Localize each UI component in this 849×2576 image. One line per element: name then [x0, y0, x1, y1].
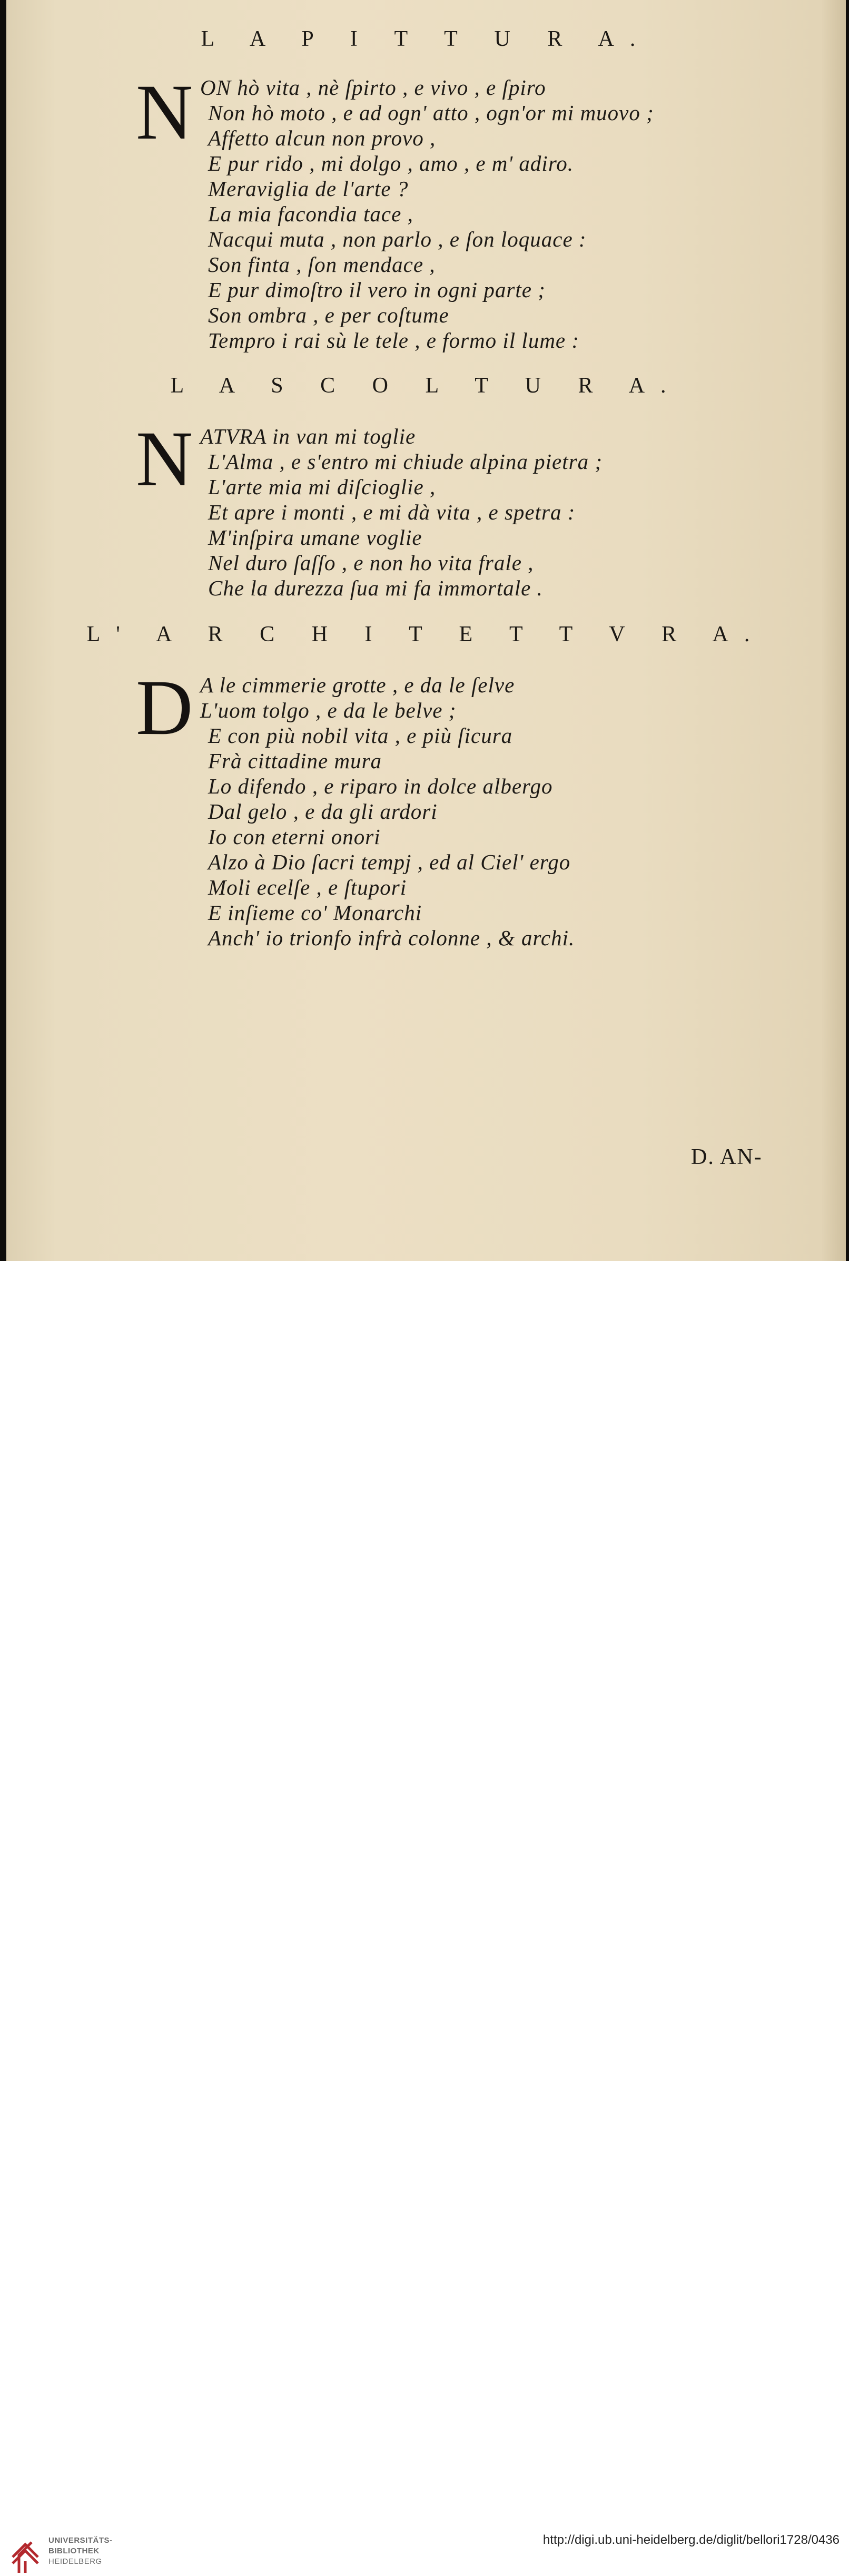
verse-line: Meraviglia de l'arte ?: [208, 177, 409, 201]
heading-la-pittura: L A P I T T U R A.: [201, 27, 651, 51]
dropcap-n: N: [136, 415, 193, 503]
viewer-footer: [0, 1261, 849, 2566]
verse-line: L'uom tolgo , e da le belve ;: [200, 698, 457, 722]
verse-line: Che la durezza ſua mi fa immortale .: [208, 576, 543, 600]
library-name-line-1: UNIVERSITÄTS-: [48, 2536, 113, 2545]
verse-line: Lo difendo , e riparo in dolce albergo: [208, 774, 553, 798]
book-page: [6, 0, 846, 1261]
verse-line: Son ombra , e per coſtume: [208, 303, 449, 327]
library-logo-icon[interactable]: [9, 2532, 41, 2576]
heading-la-scoltura: L A S C O L T U R A.: [170, 374, 682, 398]
catchword: D. AN-: [691, 1145, 763, 1169]
verse-line: M'inſpira umane voglie: [208, 525, 422, 550]
heading-l-architettura: L' A R C H I T E T T V R A.: [86, 622, 766, 647]
verse-line: E pur dimoſtro il vero in ogni parte ;: [208, 278, 546, 302]
library-name-line-3: HEIDELBERG: [48, 2557, 102, 2566]
verse-line: Tempro i rai sù le tele , e formo il lume :: [208, 328, 580, 352]
verse-line: A le cimmerie grotte , e da le ſelve: [200, 673, 515, 697]
dropcap-n: N: [136, 68, 193, 156]
verse-line: E pur rido , mi dolgo , amo , e m' adiro.: [208, 151, 574, 175]
verse-line: Non hò moto , e ad ogn' atto , ogn'or mi muovo ;: [208, 101, 654, 125]
verse-line: ON hò vita , nè ſpirto , e vivo , e ſpiro: [200, 75, 546, 100]
dropcap-d: D: [136, 664, 193, 751]
verse-line: Nel duro ſaſſo , e non ho vita frale ,: [208, 551, 534, 575]
verse-line: La mia facondia tace ,: [208, 202, 413, 226]
verse-line: E inſieme co' Monarchi: [208, 900, 422, 925]
verse-line: Anch' io trionfo infrà colonne , & archi.: [208, 926, 575, 950]
source-url-link[interactable]: http://digi.ub.uni-heidelberg.de/diglit/bellori1728/0436: [542, 2533, 840, 2547]
verse-line: Alzo à Dio ſacri tempj , ed al Ciel' ergo: [208, 850, 571, 874]
verse-line: Io con eterni onori: [208, 825, 381, 849]
scanned-page-area: [0, 0, 849, 1261]
verse-line: Son finta , ſon mendace ,: [208, 252, 436, 277]
verse-line: ATVRA in van mi toglie: [200, 424, 416, 448]
verse-line: L'arte mia mi diſcioglie ,: [208, 475, 436, 499]
verse-line: Dal gelo , e da gli ardori: [208, 799, 438, 824]
library-name-line-2: BIBLIOTHEK: [48, 2546, 100, 2555]
verse-line: Nacqui muta , non parlo , e ſon loquace :: [208, 227, 587, 251]
verse-line: E con più nobil vita , e più ſicura: [208, 723, 513, 748]
verse-line: Affetto alcun non provo ,: [208, 126, 436, 150]
verse-line: L'Alma , e s'entro mi chiude alpina pietra ;: [208, 449, 603, 474]
verse-line: Frà cittadine mura: [208, 749, 382, 773]
verse-line: Moli ecelſe , e ſtupori: [208, 875, 407, 899]
verse-line: Et apre i monti , e mi dà vita , e spetra :: [208, 500, 576, 524]
